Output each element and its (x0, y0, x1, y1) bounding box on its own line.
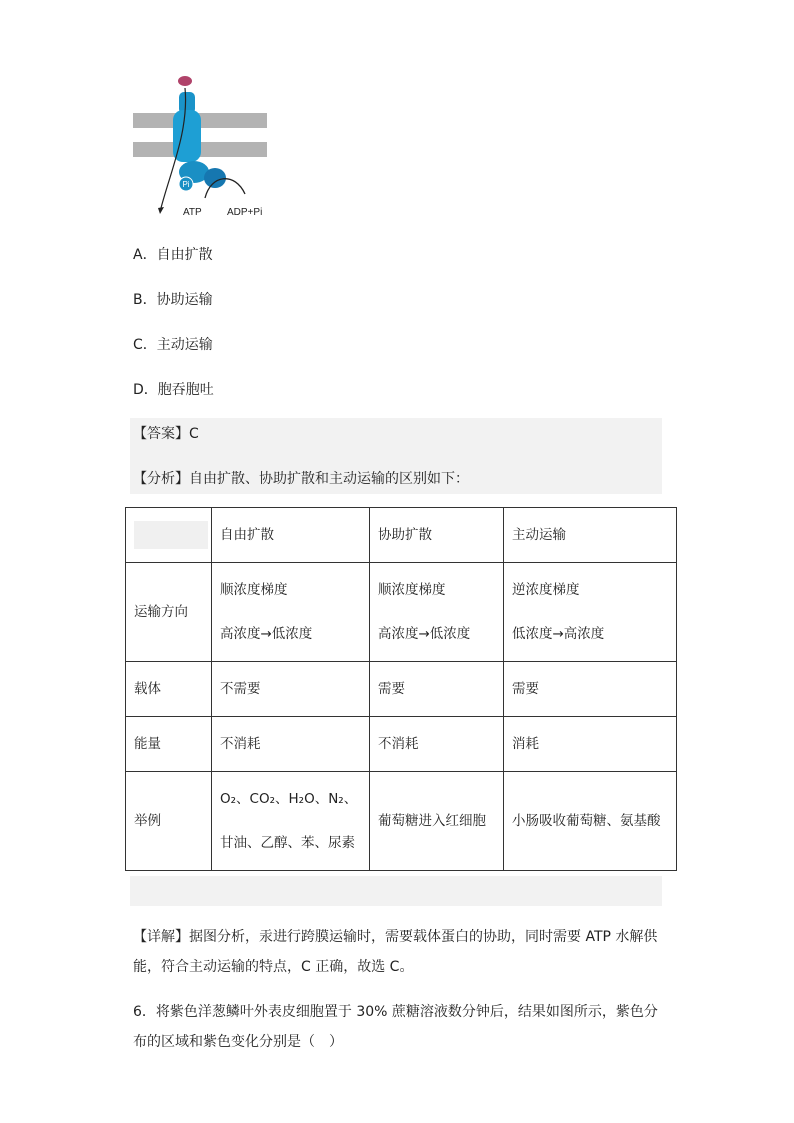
analysis-text: 【分析】自由扩散、协助扩散和主动运输的区别如下： (133, 471, 469, 487)
cell-line: 顺浓度梯度 (378, 582, 446, 598)
row-label: 能量 (126, 717, 212, 772)
arrow-head (158, 207, 164, 214)
row-label: 运输方向 (126, 563, 212, 662)
option-a: A．自由扩散 (133, 247, 213, 263)
carrier-protein-lobe-right (204, 168, 226, 188)
comparison-table (125, 507, 677, 871)
answer-text: 【答案】C (133, 426, 199, 442)
transport-figure (131, 70, 269, 220)
row-label: 举例 (126, 772, 212, 871)
atp-label: ATP (183, 207, 202, 218)
table-row (126, 772, 677, 871)
pi-label: Pi (182, 180, 190, 189)
substance-molecule (178, 76, 192, 86)
detail-paragraph: 【详解】据图分析，汞进行跨膜运输时，需要载体蛋白的协助，同时需要 ATP 水解供能，符合主动运输的特点，C 正确，故选 C。 (133, 929, 658, 975)
table-cell: 需要 (504, 662, 677, 717)
table-header-cell: 自由扩散 (212, 508, 370, 563)
table-cell: 不需要 (212, 662, 370, 717)
table-cell (212, 772, 370, 871)
table-header-cell: 协助扩散 (370, 508, 504, 563)
option-b: B．协助运输 (133, 292, 213, 308)
option-c: C．主动运输 (133, 337, 213, 353)
table-corner-cell (126, 508, 212, 563)
table-row (126, 717, 677, 772)
cell-line: 甘油、乙醇、苯、尿素 (220, 835, 355, 851)
cell-line: 顺浓度梯度 (220, 582, 288, 598)
row-label: 载体 (126, 662, 212, 717)
question-6: 6．将紫色洋葱鳞叶外表皮细胞置于 30% 蔗糖溶液数分钟后，结果如图所示，紫色分布的区域和紫色变化分别是（ ） (133, 1004, 658, 1050)
table-cell (212, 563, 370, 662)
cell-line: 高浓度→低浓度 (378, 626, 471, 642)
table-cell: 不消耗 (212, 717, 370, 772)
cell-line: 低浓度→高浓度 (512, 626, 605, 642)
table-cell (370, 563, 504, 662)
table-cell (504, 563, 677, 662)
blank-placeholder (134, 521, 208, 549)
table-cell: 葡萄糖进入红细胞 (370, 772, 504, 871)
table-row (126, 563, 677, 662)
adp-pi-label: ADP+Pi (227, 207, 263, 218)
cell-line: O₂、CO₂、H₂O、N₂、 (220, 791, 358, 807)
table-cell: 消耗 (504, 717, 677, 772)
cell-line: 逆浓度梯度 (512, 582, 580, 598)
table-cell: 不消耗 (370, 717, 504, 772)
table-footer-shade (130, 876, 662, 906)
table-row (126, 662, 677, 717)
table-cell: 小肠吸收葡萄糖、氨基酸 (504, 772, 677, 871)
table-header-row (126, 508, 677, 563)
table-header-cell: 主动运输 (504, 508, 677, 563)
table-cell: 需要 (370, 662, 504, 717)
cell-line: 高浓度→低浓度 (220, 626, 313, 642)
membrane-diagram (131, 70, 269, 220)
option-d: D．胞吞胞吐 (133, 382, 214, 398)
